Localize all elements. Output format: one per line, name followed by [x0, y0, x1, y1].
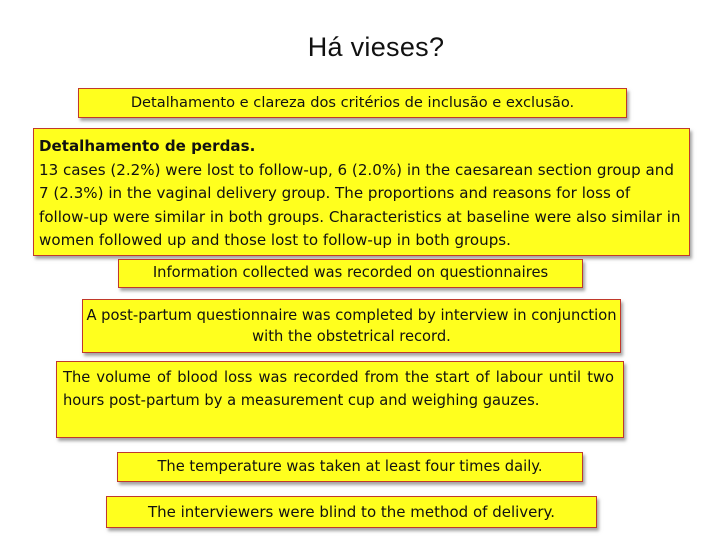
blinding-text: The interviewers were blind to the method of delivery.: [147, 503, 556, 521]
losses-box: [33, 128, 690, 256]
blinding-box: [106, 496, 597, 528]
questionnaires-text: Information collected was recorded on questionnaires: [152, 264, 549, 281]
slide-title: Há vieses?: [307, 32, 445, 62]
losses-heading: Detalhamento de perdas.: [39, 137, 256, 155]
losses-body: 13 cases (2.2%) were lost to follow-up, 6 (2.0%) in the caesarean section group and 7 (2.3%) in the vaginal delivery group. The proportions and reasons for loss of follow-up were similar in both groups. Characteristics at baseline were also similar in women followed up and those lost to follow-up in both groups.: [39, 160, 681, 249]
blood-loss-text: The volume of blood loss was recorded from the start of labour until two hours post-partum by a measurement cup and weighing gauzes.: [63, 369, 614, 409]
questionnaires-box: [118, 259, 583, 288]
blood-loss-box: [56, 361, 624, 438]
inclusion-criteria-box: [78, 88, 627, 118]
postpartum-box: [82, 299, 621, 353]
temperature-box: [117, 452, 583, 482]
inclusion-criteria-text: Detalhamento e clareza dos critérios de inclusão e exclusão.: [130, 94, 575, 111]
postpartum-text: A post-partum questionnaire was completed by interview in conjunction with the obstetrical record.: [86, 307, 617, 345]
temperature-text: The temperature was taken at least four times daily.: [157, 458, 543, 475]
